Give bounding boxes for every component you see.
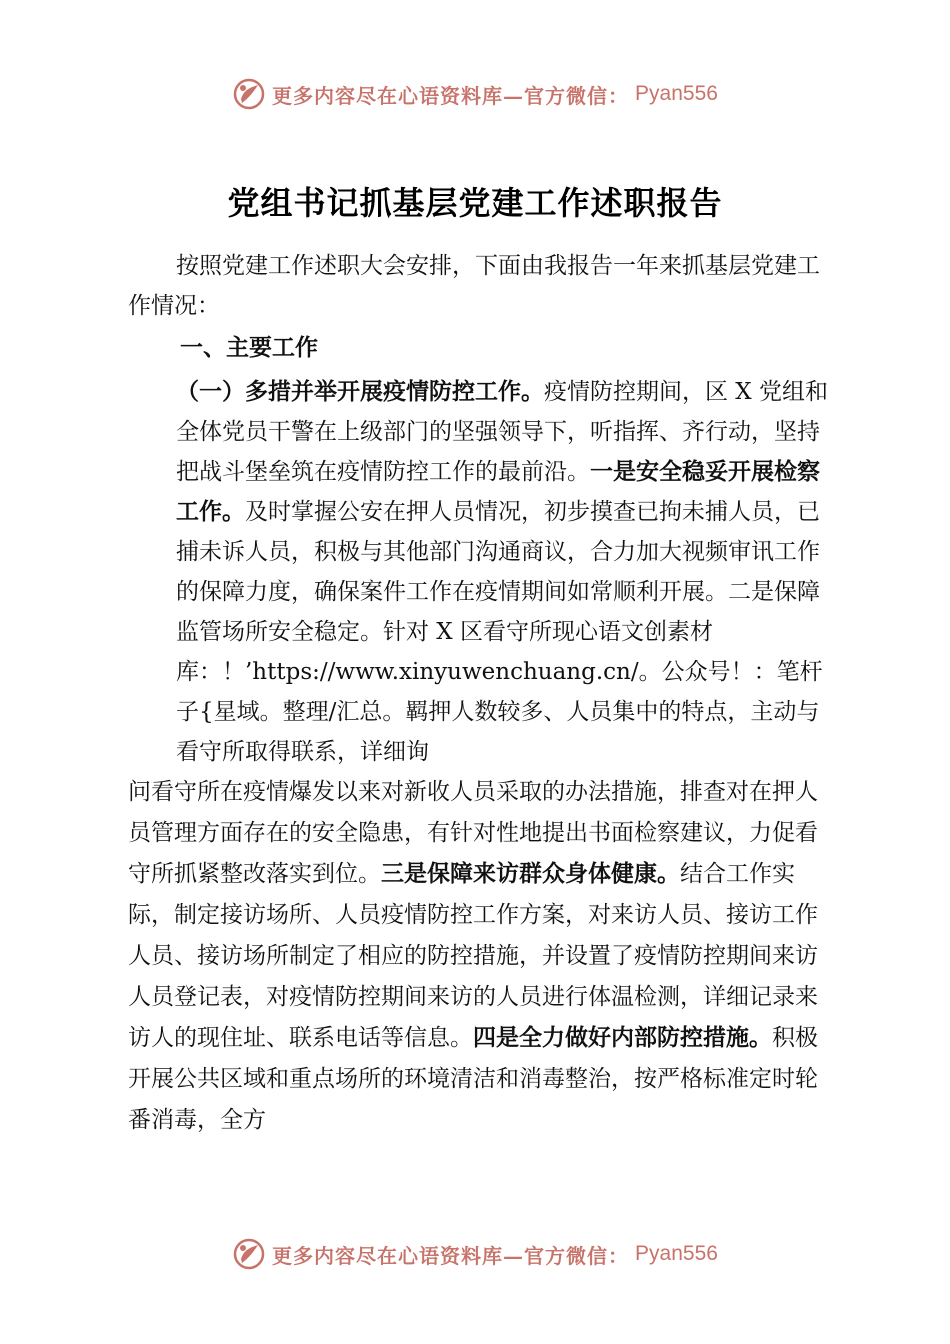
watermark-text: 更多内容尽在心语资料库—官方微信： xyxy=(272,83,630,108)
watermark-wechat-id: Pyan556 xyxy=(635,82,718,105)
document-title: 党组书记抓基层党建工作述职报告 xyxy=(227,184,723,222)
paragraph-1-text-2: 及时掌握公安在押人员情况，初步摸查已拘未捕人员，已捕未诉人员，积极与其他部门沟通商议，合力加大视频审讯工作的保障力度，确保案件工作在疫情期间如常顺利开展。二是保障监管场所安全稳定。针对 X 区看守所现心语文创素材库：！’https://www.xinyuwenchuang.cn/。公众号！：笔杆子{星域。整理/汇总。羁押人数较多、人员集中的特点，主动与看守所取得联系，详细询 xyxy=(176,499,823,765)
section-heading: 一、主要工作 xyxy=(180,335,318,361)
paragraph-2-text-3: 积极开展公共区域和重点场所的环境清洁和消毒整治，按严格标准定时轮番消毒，全方 xyxy=(128,1025,818,1133)
paragraph-1 xyxy=(128,372,838,772)
paragraph-1-bold-1: （一）多措并举开展疫情防控工作。 xyxy=(176,379,544,405)
watermark-text: 更多内容尽在心语资料库—官方微信： xyxy=(272,1243,630,1268)
watermark-header xyxy=(0,74,950,114)
intro-paragraph: 按照党建工作述职大会安排，下面由我报告一年来抓基层党建工作情况： xyxy=(128,253,820,319)
paragraph-2-bold-1: 三是保障来访群众身体健康。 xyxy=(381,861,680,887)
paragraph-1-text-1: 疫情防控期间，区 X 党组和全体党员干警在上级部门的坚强领导下，听指挥、齐行动，坚持把战斗堡垒筑在疫情防控工作的最前沿。 xyxy=(176,379,828,485)
paragraph-2-text-2: 结合工作实际，制定接访场所、人员疫情防控工作方案，对来访人员、接访工作人员、接访场所制定了相应的防控措施，并设置了疫情防控期间来访人员登记表，对疫情防控期间来访的人员进行体温检测，详细记录来访人的现住址、联系电话等信息。 xyxy=(128,861,818,1051)
paragraph-2 xyxy=(128,772,838,1141)
watermark-wechat-id: Pyan556 xyxy=(635,1242,718,1265)
logo-icon xyxy=(232,1237,266,1271)
logo-icon xyxy=(232,77,266,111)
watermark-footer xyxy=(0,1234,950,1274)
paragraph-2-text-1: 问看守所在疫情爆发以来对新收人员采取的办法措施，排查对在押人员管理方面存在的安全隐患，有针对性地提出书面检察建议，力促看守所抓紧整改落实到位。 xyxy=(128,779,818,887)
document-body xyxy=(128,246,838,1141)
paragraph-2-bold-2: 四是全力做好内部防控措施。 xyxy=(473,1025,772,1051)
paragraph-1-bold-2: 一是安全稳妥开展检察工作。 xyxy=(176,459,820,525)
